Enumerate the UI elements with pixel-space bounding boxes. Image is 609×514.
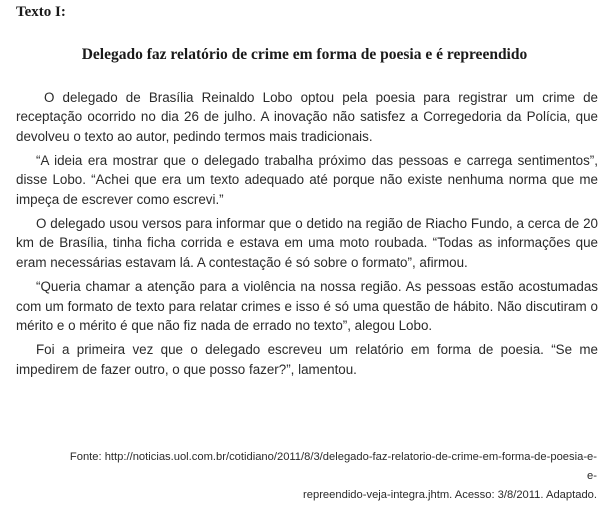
article-paragraph-5: Foi a primeira vez que o delegado escreveu um relatório em forma de poesia. “Se me impedirem de fazer outro, o que posso fazer?”, lamentou. xyxy=(16,342,598,377)
article-headline: Delegado faz relatório de crime em forma de poesia e é repreendido xyxy=(81,46,528,63)
article-body xyxy=(16,88,598,384)
source-citation xyxy=(60,448,597,505)
article-paragraph-2: “A ideia era mostrar que o delegado trabalha próximo das pessoas e carrega sentimentos”, disse Lobo. “Achei que era um texto adequado até porque não existe nenhuma norma que me impeça de escrever como escrevi.” xyxy=(16,153,598,207)
article-paragraph-1: O delegado de Brasília Reinaldo Lobo optou pela poesia para registrar um crime de receptação ocorrido no dia 26 de julho. A inovação não satisfez a Corregedoria da Polícia, que devolveu o texto ao autor, pedindo termos mais tradicionais. xyxy=(16,90,598,144)
source-line-2: repreendido-veja-integra.jhtm. Acesso: 3/8/2011. Adaptado. xyxy=(303,489,597,501)
source-line-1: Fonte: http://noticias.uol.com.br/cotidiano/2011/8/3/delegado-faz-relatorio-de-crime-em-forma-de-poesia-e-e- xyxy=(69,451,597,482)
article-paragraph-4: “Queria chamar a atenção para a violência na nossa região. As pessoas estão acostumadas com um formato de texto para relatar crimes e isso é só uma questão de hábito. Não discutiram o mérito e o mérito é que não fiz nada de errado no texto”, alegou Lobo. xyxy=(16,279,598,333)
text-label: Texto I: xyxy=(16,4,66,20)
article-paragraph-3: O delegado usou versos para informar que o detido na região de Riacho Fundo, a cerca de 20 km de Brasília, tinha ficha corrida e estava em uma moto roubada. “Todas as informações que eram necessárias estavam lá. A contestação é só sobre o formato”, afirmou. xyxy=(16,216,598,270)
